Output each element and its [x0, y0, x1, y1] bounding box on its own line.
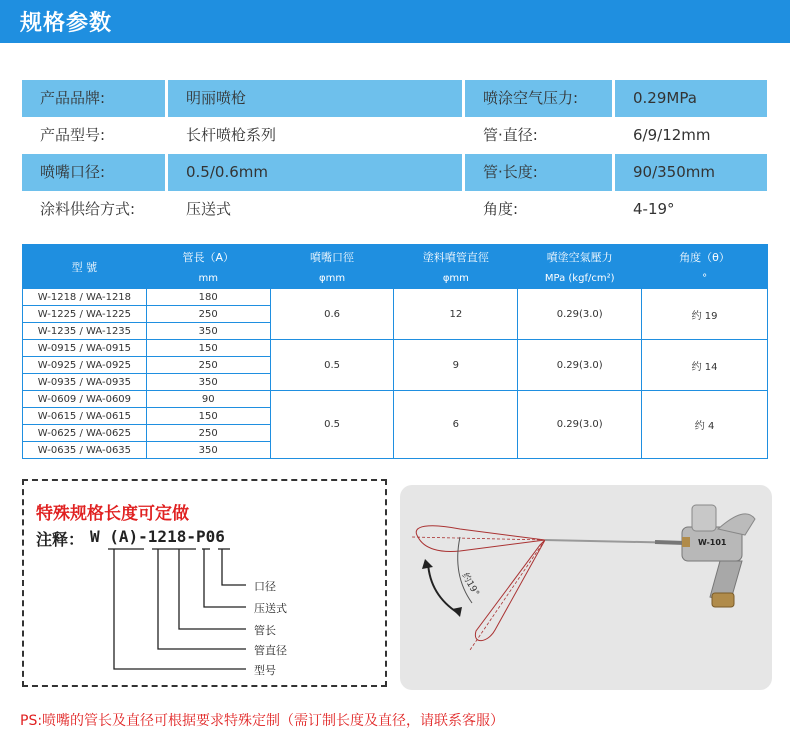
model-cell: W-0925 / WA-0925: [23, 357, 147, 374]
spec-key: 管·直径:: [465, 117, 612, 154]
model-cell: W-0635 / WA-0635: [23, 442, 147, 459]
label-caliber: 口径: [254, 580, 276, 593]
pipe-cell: 9: [394, 340, 518, 391]
unit-angle: °: [642, 269, 768, 289]
spec-row: [22, 117, 767, 154]
section-title: 规格参数: [20, 11, 113, 36]
label-pressure-feed: 压送式: [254, 602, 287, 615]
spec-key: 喷嘴口径:: [22, 154, 165, 191]
ps-note: PS:喷嘴的管长及直径可根据要求特殊定制（需订制长度及直径，请联系客服）: [20, 713, 505, 729]
table-row: [23, 289, 768, 306]
spec-value: 0.29MPa: [615, 80, 767, 117]
pressure-cell: 0.29(3.0): [518, 289, 642, 340]
length-cell: 150: [146, 340, 270, 357]
model-cell: W-1235 / WA-1235: [23, 323, 147, 340]
angle-cell: 约 19: [642, 289, 768, 340]
header-pipe: 塗料噴管直徑: [394, 245, 518, 269]
angle-cell: 约 4: [642, 391, 768, 459]
spec-value: 90/350mm: [615, 154, 767, 191]
spec-value: 6/9/12mm: [615, 117, 767, 154]
spec-key: 产品品牌:: [22, 80, 165, 117]
length-cell: 90: [146, 391, 270, 408]
table-row: [23, 391, 768, 408]
length-cell: 150: [146, 408, 270, 425]
spec-key: 管·长度:: [465, 154, 612, 191]
model-code: W (A)-1218-P06: [90, 527, 225, 546]
custom-title: 特殊规格长度可定做: [36, 504, 189, 524]
model-cell: W-1218 / WA-1218: [23, 289, 147, 306]
pipe-cell: 6: [394, 391, 518, 459]
model-cell: W-1225 / WA-1225: [23, 306, 147, 323]
length-cell: 250: [146, 425, 270, 442]
length-cell: 180: [146, 289, 270, 306]
spec-value: 长杆喷枪系列: [168, 117, 462, 154]
section-header: [0, 0, 790, 43]
spec-value: 4-19°: [615, 191, 767, 228]
length-cell: 350: [146, 323, 270, 340]
spec-summary: [22, 80, 767, 228]
nozzle-cell: 0.5: [270, 391, 394, 459]
spec-key: 产品型号:: [22, 117, 165, 154]
spec-key: 涂料供给方式:: [22, 191, 165, 228]
pressure-cell: 0.29(3.0): [518, 340, 642, 391]
label-pipe-diameter: 管直径: [254, 644, 287, 657]
spec-row: [22, 191, 767, 228]
length-cell: 250: [146, 357, 270, 374]
spec-key: 喷涂空气压力:: [465, 80, 612, 117]
spec-row: [22, 154, 767, 191]
angle-label: 约19°: [459, 571, 481, 599]
model-table: [22, 244, 768, 459]
unit-pressure: MPa (kgf/cm²): [518, 269, 642, 289]
spec-key: 角度:: [465, 191, 612, 228]
nozzle-cell: 0.6: [270, 289, 394, 340]
header-model: 型 號: [23, 245, 147, 289]
spray-gun-photo: [400, 485, 772, 690]
pressure-cell: 0.29(3.0): [518, 391, 642, 459]
spec-value: 压送式: [168, 191, 462, 228]
header-length: 管長（A）: [146, 245, 270, 269]
code-breakdown-lines: [24, 481, 385, 685]
model-cell: W-0915 / WA-0915: [23, 340, 147, 357]
spray-gun-illustration: [400, 485, 772, 690]
spec-value: 明丽喷枪: [168, 80, 462, 117]
spec-value: 0.5/0.6mm: [168, 154, 462, 191]
label-pipe-length: 管长: [254, 624, 276, 637]
length-cell: 250: [146, 306, 270, 323]
length-cell: 350: [146, 374, 270, 391]
custom-spec-box: [22, 479, 387, 687]
header-pressure: 噴塗空氣壓力: [518, 245, 642, 269]
angle-cell: 约 14: [642, 340, 768, 391]
header-nozzle: 噴嘴口徑: [270, 245, 394, 269]
pipe-cell: 12: [394, 289, 518, 340]
model-cell: W-0625 / WA-0625: [23, 425, 147, 442]
gun-model-label: W-101: [698, 538, 727, 547]
label-model: 型号: [254, 664, 276, 677]
unit-nozzle: φmm: [270, 269, 394, 289]
model-cell: W-0609 / WA-0609: [23, 391, 147, 408]
note-label: 注释：: [36, 530, 85, 549]
header-angle: 角度（θ）: [642, 245, 768, 269]
spec-row: [22, 80, 767, 117]
nozzle-cell: 0.5: [270, 340, 394, 391]
model-cell: W-0935 / WA-0935: [23, 374, 147, 391]
length-cell: 350: [146, 442, 270, 459]
model-cell: W-0615 / WA-0615: [23, 408, 147, 425]
table-row: [23, 340, 768, 357]
unit-length: mm: [146, 269, 270, 289]
unit-pipe: φmm: [394, 269, 518, 289]
